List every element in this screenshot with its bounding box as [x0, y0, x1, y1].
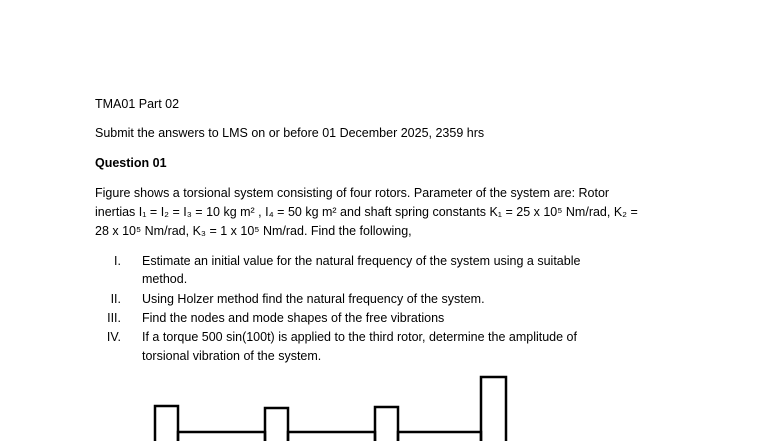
list-item-text: Estimate an initial value for the natural frequency of the system using a suitable [142, 254, 581, 268]
list-item-text: torsional vibration of the system. [142, 349, 322, 363]
list-item-text: If a torque 500 sin(100t) is applied to the third rotor, determine the amplitude of [142, 330, 577, 344]
rotor-4 [481, 377, 506, 441]
list-numeral: I. [114, 254, 121, 268]
list-numeral: III. [107, 311, 121, 325]
submission-note: Submit the answers to LMS on or before 01 December 2025, 2359 hrs [95, 126, 485, 140]
question-heading: Question 01 [95, 156, 167, 170]
rotor-3 [375, 407, 398, 441]
intro-line: Figure shows a torsional system consisting of four rotors. Parameter of the system are: Rotor [95, 186, 610, 200]
rotor-shaft-drawing [155, 377, 506, 441]
shaft-1 [178, 432, 265, 441]
list-item-text: Find the nodes and mode shapes of the free vibrations [142, 311, 445, 325]
shaft-3 [398, 432, 481, 441]
list-numeral: II. [110, 292, 121, 306]
rotor-2 [265, 408, 288, 441]
list-numeral: IV. [106, 330, 121, 344]
intro-line: 28 x 10⁵ Nm/rad, K₃ = 1 x 10⁵ Nm/rad. Find the following, [95, 224, 412, 238]
rotor-1 [155, 406, 178, 441]
list-item-text: Using Holzer method find the natural frequency of the system. [142, 292, 485, 306]
intro-line: inertias I₁ = I₂ = I₃ = 10 kg m² , I₄ = 50 kg m² and shaft spring constants K₁ = 25 x 10⁵ Nm/rad, K₂ = [95, 205, 638, 219]
list-item-text: method. [142, 272, 188, 286]
document-title: TMA01 Part 02 [95, 97, 180, 111]
shaft-2 [288, 432, 375, 441]
